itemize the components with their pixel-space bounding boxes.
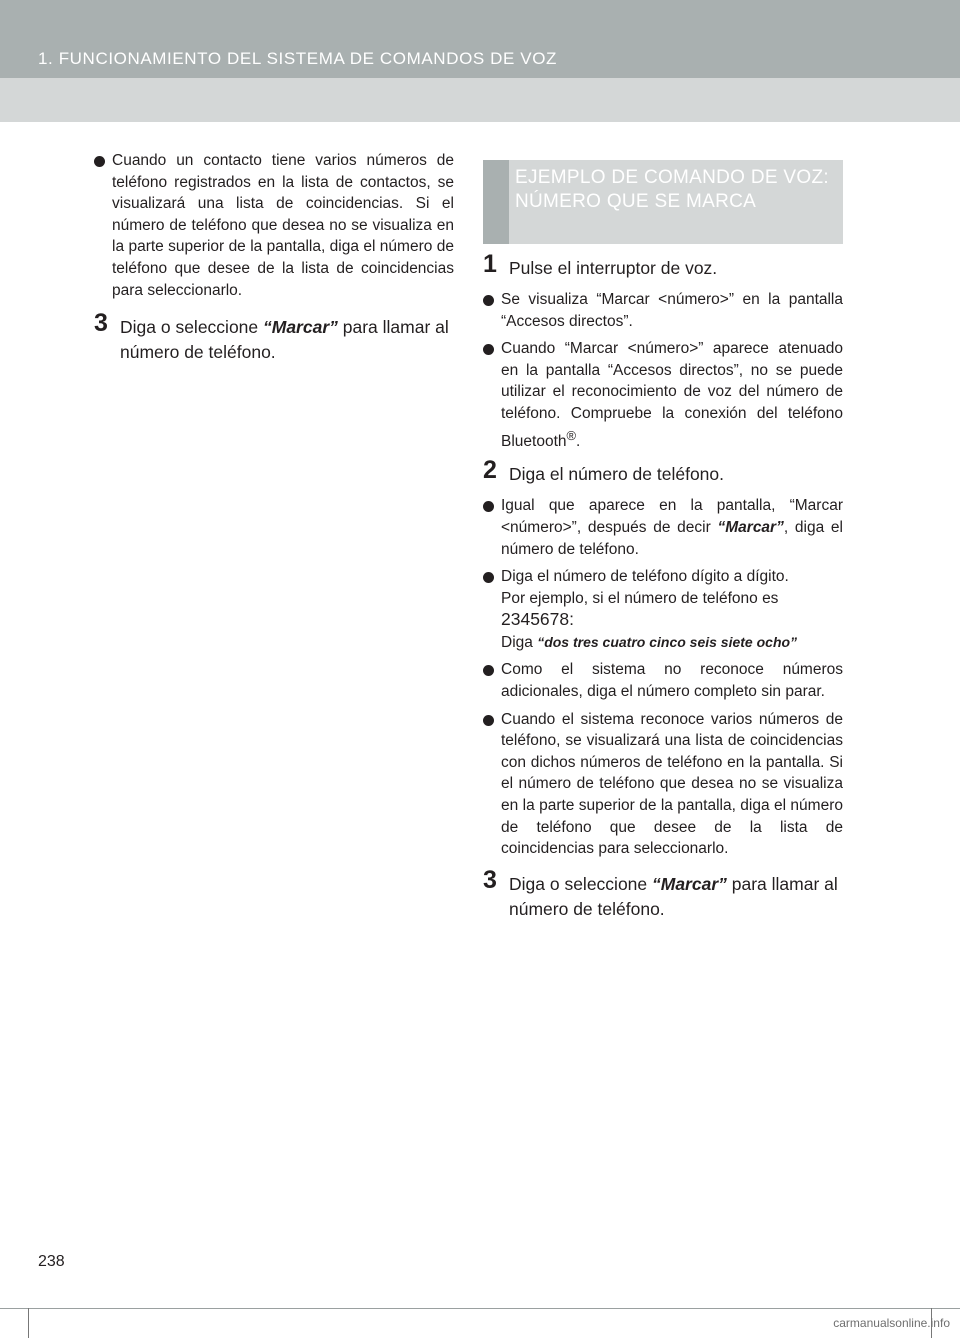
section-heading [483, 160, 843, 244]
section-heading-bar [483, 160, 509, 244]
page-number: 238 [38, 1253, 65, 1270]
step-number: 2 [483, 456, 497, 485]
bullet-icon [483, 715, 494, 726]
watermark: carmanualsonline.info [833, 1316, 950, 1330]
bullet-icon [483, 295, 494, 306]
footer-divider [0, 1308, 960, 1309]
bullet-item [483, 495, 843, 560]
bullet-icon [94, 156, 105, 167]
step-item [94, 309, 454, 365]
bullet-text: Como el sistema no reconoce números adicionales, diga el número completo sin parar. [501, 661, 843, 701]
bullet-text-post: , diga el número de teléfono. [501, 518, 843, 558]
bullet-item [483, 289, 843, 332]
bullet-text: Cuando “Marcar <número>” aparece atenuado en la pantalla “Accesos directos”, no se puede utilizar el reconocimiento de voz del número de teléfono. Compruebe la conexión del teléfono Bluetooth [501, 340, 843, 450]
say-label: Diga [501, 633, 538, 651]
step-number: 3 [94, 309, 108, 338]
right-column [483, 160, 843, 930]
bullet-icon [483, 501, 494, 512]
bullet-text-pre: Igual que aparece en la pantalla, “Marcar <número>”, después de decir [501, 497, 843, 536]
bullet-text-end: . [576, 432, 581, 450]
step-item [483, 456, 843, 487]
step-text-pre: Diga o seleccione [120, 317, 263, 338]
bullet-text: Se visualiza “Marcar <número>” en la pantalla “Accesos directos”. [501, 291, 843, 330]
bullet-item [483, 566, 843, 653]
bullet-text: Diga el número de teléfono dígito a dígito. [501, 568, 789, 586]
bullet-text: Cuando el sistema reconoce varios números de teléfono, se visualizará una lista de coincidencias con dichos números de teléfono en la pantalla. Si el número de teléfono que desea no se visualiza en la parte superior de la pantalla, diga el número de teléfono que desee de la lista de coincidencias para seleccionarlo. [501, 710, 843, 858]
example-number: 2345678: [501, 609, 574, 630]
bullet-item [483, 709, 843, 860]
bullet-icon [483, 665, 494, 676]
bullet-icon [483, 572, 494, 583]
spoken-example: “dos tres cuatro cinco seis siete ocho” [537, 633, 798, 650]
chapter-title: 1. FUNCIONAMIENTO DEL SISTEMA DE COMANDOS DE VOZ [38, 49, 558, 68]
step-command: “Marcar” [263, 317, 338, 338]
page-header [0, 0, 960, 122]
crop-mark [28, 1308, 29, 1338]
step-text: Pulse el interruptor de voz. [509, 258, 718, 278]
step-item [483, 865, 843, 922]
section-title: EJEMPLO DE COMANDO DE VOZ: NÚMERO QUE SE MARCA [515, 167, 829, 212]
bullet-item [483, 338, 843, 452]
step-text-post: para llamar al número de teléfono. [509, 873, 838, 919]
registered-mark: ® [566, 427, 577, 443]
bullet-text: Por ejemplo, si el número de teléfono es [501, 589, 779, 607]
step-number: 3 [483, 865, 497, 894]
step-text-pre: Diga o seleccione [509, 873, 652, 894]
step-command: “Marcar” [652, 873, 727, 894]
bullet-item [483, 659, 843, 702]
bullet-icon [483, 344, 494, 355]
command-text: “Marcar” [717, 518, 784, 536]
step-item [483, 250, 843, 281]
step-text: Diga el número de teléfono. [509, 464, 724, 485]
left-column [94, 150, 454, 373]
step-text-post: para llamar al número de teléfono. [120, 317, 449, 363]
bullet-item [94, 150, 454, 301]
bullet-text: Cuando un contacto tiene varios números de teléfono registrados en la lista de contactos, se visualizará una lista de coincidencias. Si el número de teléfono que desea no se visualiza en la parte superior de la pantalla, diga el número de teléfono que desee de la lista de coincidencias para seleccionarlo. [112, 152, 454, 299]
step-number: 1 [483, 250, 497, 278]
